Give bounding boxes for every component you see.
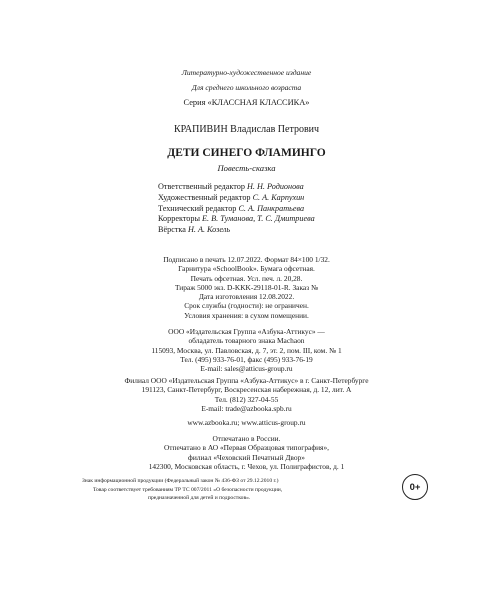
age-group: Для среднего школьного возраста: [191, 83, 302, 92]
staff-row: [158, 193, 315, 204]
staff-row: [158, 214, 315, 225]
branch-line: Филиал ООО «Издательская Группа «Азбука-Аттикус» в г. Санкт-Петербурге: [124, 376, 369, 385]
book-subtitle: Повесть-сказка: [217, 163, 276, 173]
staff-row: [158, 204, 315, 215]
book-title: ДЕТИ СИНЕГО ФЛАМИНГО: [167, 147, 326, 159]
staff-row: [158, 225, 315, 236]
printing-line: Отпечатано в АО «Первая Образцовая типография»,: [163, 443, 330, 453]
info-product-mark-text: Знак информационной продукции (Федеральный закон № 436-ФЗ от 29.12.2010 г.): [82, 478, 279, 484]
publisher-line: ООО «Издательская Группа «Азбука-Аттикус» —: [168, 327, 325, 336]
branch-line: Тел. (812) 327-04-55: [214, 394, 279, 404]
print-info-line: Дата изготовления 12.08.2022.: [198, 292, 295, 302]
branch-email: E-mail: trade@azbooka.spb.ru: [201, 403, 292, 413]
staff-name: С. А. Карпухин: [252, 192, 305, 202]
printing-line: 142300, Московская область, г. Чехов, ул. Полиграфистов, д. 1: [148, 461, 345, 471]
staff-name: Н. А. Козель: [187, 225, 231, 235]
age-rating-badge: 0+: [402, 474, 428, 500]
branch-info: [0, 376, 493, 413]
publisher-line: Тел. (495) 933-76-01, факс (495) 933-76-19: [180, 354, 313, 364]
staff-row: [158, 182, 315, 193]
print-info-line: Подписано в печать 12.07.2022. Формат 84×100 1/32.: [163, 255, 330, 264]
staff-role: Вёрстка: [158, 225, 186, 235]
staff-name: Н. Н. Родионова: [246, 182, 304, 191]
staff-list: [158, 182, 315, 236]
publisher-line: обладатель товарного знака Machaon: [188, 336, 305, 346]
branch-line: 191123, Санкт-Петербург, Воскресенская набережная, д. 12, лит. А: [141, 385, 352, 395]
print-info-line: Печать офсетная. Усл. печ. л. 20,28.: [190, 273, 303, 283]
staff-role: Технический редактор: [158, 203, 237, 213]
publisher-email: E-mail: sales@atticus-group.ru: [200, 364, 293, 374]
staff-name: С. А. Панкратьева: [238, 203, 305, 213]
staff-role: Корректоры: [158, 214, 200, 224]
websites: www.azbooka.ru; www.atticus-group.ru: [187, 418, 306, 427]
staff-role: Художественный редактор: [158, 192, 251, 202]
printing-line: Отпечатано в России.: [212, 434, 281, 443]
author-name: КРАПИВИН Владислав Петрович: [173, 124, 320, 135]
safety-compliance-text-2: предназначенной для детей и подростков».: [148, 495, 251, 501]
print-info: [0, 255, 493, 320]
staff-role: Ответственный редактор: [158, 182, 245, 191]
publisher-line: 115093, Москва, ул. Павловская, д. 7, эт. 2, пом. III, ком. № 1: [151, 345, 342, 355]
print-info-line: Срок службы (годности): не ограничен.: [184, 301, 309, 311]
series-name: Серия «КЛАССНАЯ КЛАССИКА»: [183, 98, 310, 107]
printing-line: филиал «Чеховский Печатный Двор»: [188, 452, 305, 462]
edition-type: Литературно-художественное издание: [181, 68, 312, 77]
staff-name: Е. В. Туманова, Т. С. Дмитриева: [202, 214, 315, 224]
print-info-line: Тираж 5000 экз. D-KKK-29118-01-R. Заказ №: [174, 282, 319, 292]
printing-info: [0, 434, 493, 471]
safety-compliance-text: Товар соответствует требованиям ТР ТС 007/2011 «О безопасности продукции,: [93, 487, 283, 493]
print-info-line: Гарнитура «SchoolBook». Бумага офсетная.: [178, 264, 315, 274]
publisher-info: [0, 327, 493, 373]
print-info-line: Условия хранения: в сухом помещении.: [184, 310, 309, 320]
